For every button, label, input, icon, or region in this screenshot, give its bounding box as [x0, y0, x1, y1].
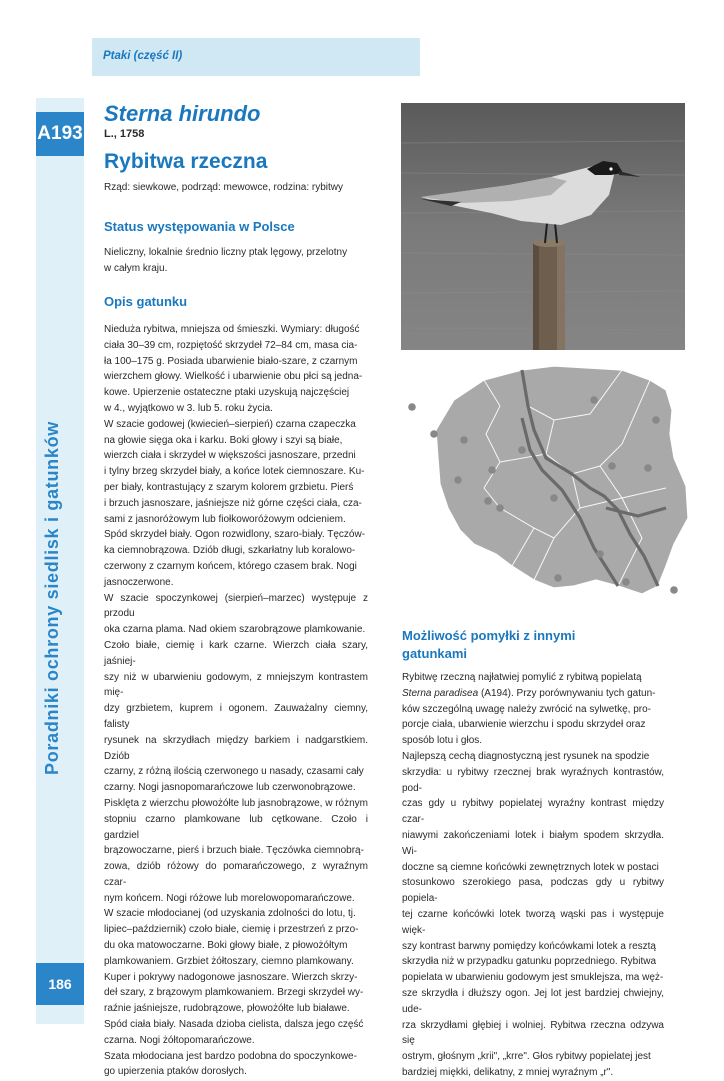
description-heading: Opis gatunku — [104, 294, 188, 309]
confusion-heading-line2: gatunkami — [402, 646, 468, 661]
description-line: W szacie spoczynkowej (sierpień–marzec) występuje z przodu — [104, 592, 368, 620]
description-line: go upierzenia ptaków dorosłych. — [104, 1066, 247, 1078]
confusion-line: niawymi zakończeniami lotek i białym spodem skrzydła. Wi- — [402, 829, 664, 857]
description-line: nym końcem. Nogi różowe lub morelowopomarańczowe. — [104, 892, 355, 904]
confusion-line: porcje ciała, ubarwienie wierzchu i spodu skrzydeł oraz — [402, 719, 646, 731]
description-line: stopniu czarno plamkowane lub cętkowane. Czoło i gardziel — [104, 813, 368, 841]
description-line: Niedużа rybitwa, mniejsza od śmieszki. Wymiary: długość — [104, 324, 360, 335]
description-line: ka ciemnobrązowa. Dziób długi, szkarłatny lub koralowo- — [104, 545, 356, 557]
description-line: deł szary, z brązowym plamkowaniem. Brzegi skrzydeł wy- — [104, 987, 364, 999]
description-line: Szata młodociana jest bardzo podobna do spoczynkowe- — [104, 1050, 357, 1062]
description-line: Kuper i pokrywy nadogonowe jasnoszare. Wierzch skrzy- — [104, 971, 358, 983]
confusion-line: sposób lotu i głos. — [402, 735, 483, 747]
status-line: Nieliczny, lokalnie średnio liczny ptak lęgowy, przelotny — [104, 247, 348, 258]
species-reference: Sterna paradisea — [402, 687, 479, 699]
confusion-line: tej czarne końcówki lotek tworzą wąski pas i występuje więk- — [402, 908, 664, 936]
description-line: i brzuch jasnoszare, jaśniejsze niż górne części ciała, cza- — [104, 497, 362, 509]
description-line: W szacie młodocianej (od uzyskania zdolności do lotu, tj. — [104, 908, 356, 920]
species-author: L., 1758 — [104, 128, 145, 140]
series-title: Ptaki (część II) — [103, 50, 183, 62]
confusion-line: Sterna paradisea (A194). Przy porównywaniu tych gatun- — [402, 687, 656, 699]
poland-range-map — [404, 358, 698, 606]
latin-name: Sterna hirundo — [104, 101, 261, 126]
confusion-line: Najlepszą cechą diagnostyczną jest rysunek na spodzie — [402, 750, 650, 762]
tern-photo — [401, 103, 685, 350]
confusion-line: sze skrzydła i dłuższy ogon. Jej lot jest bardziej chwiejny, ude- — [402, 987, 664, 1015]
description-line: kowe. Upierzenie ostateczne ptaki uzyskują najczęściej — [104, 387, 350, 399]
confusion-line: czas gdy u rybitwy popielatej wyraźny kontrast między czar- — [402, 798, 664, 826]
confusion-line: stosunkowo szerokiego pasa, podczas gdy u rybitwy popiela- — [402, 877, 664, 905]
status-text — [104, 245, 368, 277]
description-line: Czoło białe, ciemię i kark czarne. Wierzch ciała szary, jaśniej- — [104, 639, 368, 667]
description-line: zowa, dziób różowy do pomarańczowego, z wyraźnym czar- — [104, 861, 368, 888]
status-heading: Status występowania w Polsce — [104, 219, 295, 234]
description-line: jasnoczerwone. — [104, 576, 174, 588]
description-line: szy niż w ubarwieniu godowym, z mniejszym kontrastem mię- — [104, 671, 368, 699]
description-text — [104, 322, 368, 1080]
description-line: ła 100–175 g. Posiada ubarwienie biało-szare, z czarnym — [104, 355, 358, 367]
confusion-line: Rybitwę rzeczną najłatwiej pomylić z rybitwą popielatą — [402, 672, 642, 683]
description-line: czarny. Nogi jasnopomarańczowe lub czerwonobrązowe. — [104, 782, 356, 794]
description-line: wierzchem głowy. Wielkość i ubarwienie obu płci są jedna- — [104, 371, 363, 383]
description-line: brązowoczarne, pierś i brzuch białe. Tęczówka ciemnobrą- — [104, 845, 364, 857]
description-line: ciała 30–39 cm, rozpiętość skrzydeł 72–84 cm, masa cia- — [104, 339, 358, 351]
confusion-line: skrzydła: u rybitwy rzecznej brak wyraźnych kontrastów, pod- — [402, 766, 664, 794]
confusion-line: doczne są ciemne końcówki zewnętrznych lotek w postaci — [402, 861, 659, 873]
description-line: raźnie jaśniejsze, rudobrązowe, płowożółte lub białawe. — [104, 1003, 350, 1015]
confusion-line: ków szczególną uwagę należy zwrócić na sylwetkę, pro- — [402, 703, 651, 715]
confusion-line: popielata w ubarwieniu godowym jest smuklejsza, ma węż- — [402, 972, 664, 984]
description-line: na głowie sięga oka i karku. Boki głowy i szyi są białe, — [104, 434, 343, 446]
description-line: sami z jasnoróżowym lub fiołkoworóżowym odcieniem. — [104, 513, 346, 525]
confusion-line: szy kontrast barwny pomiędzy końcówkami lotek a resztą — [402, 940, 656, 952]
taxonomy-line: Rząd: siewkowe, podrząd: mewowce, rodzina: rybitwy — [104, 182, 343, 193]
description-line: du oka matowoczarne. Boki głowy białe, z płowożółtym — [104, 940, 348, 952]
confusion-line: rza skrzydłami głębiej i wolniej. Rybitwa rzeczna odzywa się — [402, 1019, 664, 1047]
polish-name: Rybitwa rzeczna — [104, 150, 268, 173]
description-line: W szacie godowej (kwiecień–sierpień) czarna czapeczka — [104, 418, 356, 430]
description-line: oka czarna plama. Nad okiem szarobrązowe plamkowanie. — [104, 624, 366, 636]
page-number: 186 — [36, 963, 84, 1005]
confusion-line: skrzydła niż w przypadku gatunku poprzedniego. Rybitwa — [402, 956, 657, 968]
description-line: czerwony z czarnym końcem, którego czasem brak. Nogi — [104, 560, 357, 572]
description-line: dzy grzbietem, kuprem i ogonem. Zauważalny ciemny, falisty — [104, 703, 368, 730]
species-code: A193 — [36, 112, 84, 156]
description-line: plamkowaniem. Grzbiet żółtoszary, ciemno plamkowany. — [104, 955, 354, 967]
description-line: w 4., wyjątkowo w 3. lub 5. roku życia. — [104, 402, 273, 414]
description-line: Spód ciała biały. Nasada dzioba cielista, dalsza jego część — [104, 1019, 364, 1031]
description-line: Pisklęta z wierzchu płowożółte lub jasnobrązowe, w różnym — [104, 797, 369, 809]
description-line: lipiec–październik) czoło białe, ciemię i przestrzeń z przo- — [104, 924, 359, 936]
confusion-heading-line1: Możliwość pomyłki z innymi — [402, 628, 576, 643]
description-line: rysunek na skrzydłach między barkiem i nadgarstkiem. Dziób — [104, 734, 368, 762]
description-line: czarny, z różną ilością czerwonego u nasady, czasami cały — [104, 766, 364, 778]
confusion-text — [402, 670, 664, 1081]
vertical-series-title: Poradniki ochrony siedlisk i gatunków — [42, 421, 62, 775]
description-line: i tylny brzeg skrzydeł biały, a końce lotek ciemnoszare. Ku- — [104, 466, 365, 478]
description-line: Spód skrzydeł biały. Ogon rozwidlony, szaro-biały. Tęczów- — [104, 529, 366, 541]
description-line: wierzch ciała i skrzydeł w większości jasnoszare, przedni — [104, 450, 356, 462]
description-line: czarna. Nogi żółtopomarańczowe. — [104, 1034, 255, 1046]
confusion-line: bardziej miękki, delikatny, z mniej wyraźnym „r". — [402, 1066, 614, 1078]
confusion-line: ostrym, głośnym „krii", „krre". Głos rybitwy popielatej jest — [402, 1051, 651, 1063]
status-line: w całym kraju. — [104, 262, 168, 274]
description-line: per biały, kontrastujący z szarym kolorem grzbietu. Pierś — [104, 481, 354, 493]
